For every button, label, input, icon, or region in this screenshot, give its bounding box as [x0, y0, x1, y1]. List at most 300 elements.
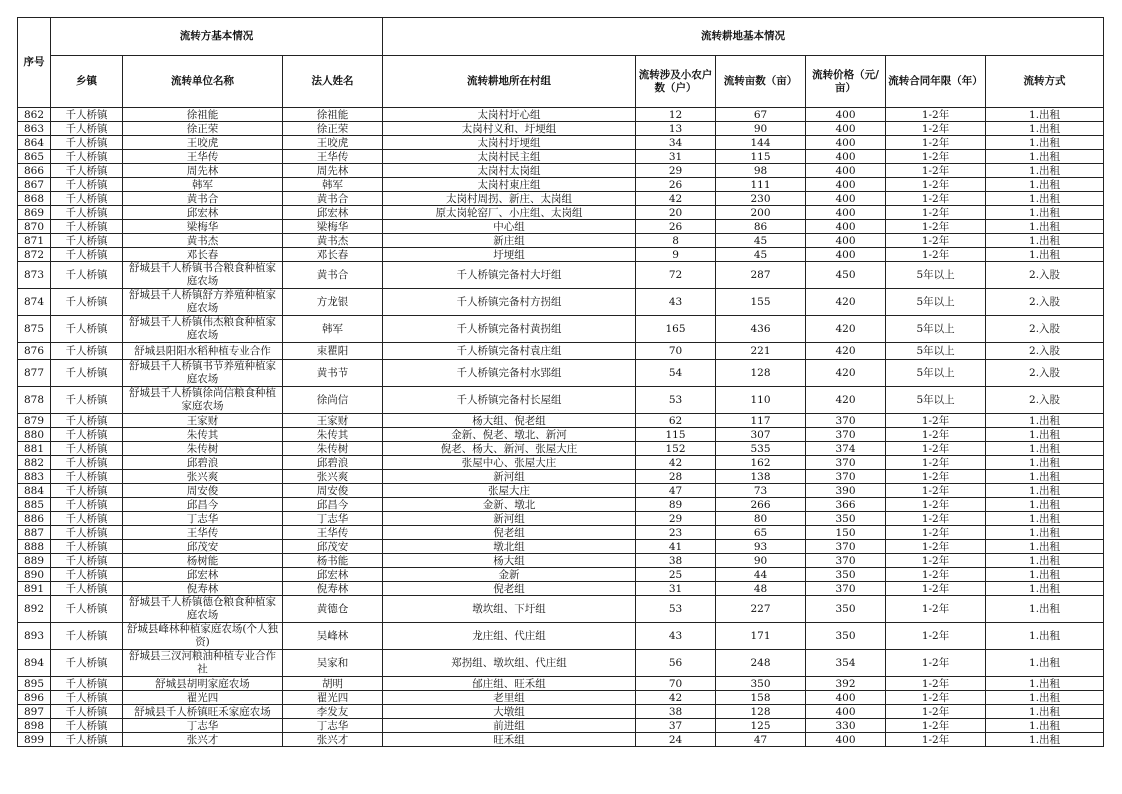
row-seq: 875: [18, 316, 51, 343]
row-contract-term: 1-2年: [886, 691, 986, 705]
row-area: 44: [716, 568, 806, 582]
row-township: 千人桥镇: [51, 316, 123, 343]
row-contract-term: 5年以上: [886, 289, 986, 316]
row-transfer-method: 1.出租: [986, 442, 1104, 456]
row-contract-term: 1-2年: [886, 568, 986, 582]
row-area: 98: [716, 164, 806, 178]
row-area: 93: [716, 540, 806, 554]
row-households: 42: [636, 456, 716, 470]
row-seq: 887: [18, 526, 51, 540]
row-village-group: 前进组: [383, 719, 636, 733]
row-transfer-method: 1.出租: [986, 582, 1104, 596]
row-legal-person: 王家财: [283, 414, 383, 428]
row-households: 54: [636, 360, 716, 387]
row-legal-person: 王华传: [283, 526, 383, 540]
row-contract-term: 1-2年: [886, 582, 986, 596]
row-seq: 895: [18, 677, 51, 691]
table-row: [18, 691, 1104, 705]
row-legal-person: 邓长春: [283, 248, 383, 262]
table-row: [18, 540, 1104, 554]
row-seq: 869: [18, 206, 51, 220]
row-area: 144: [716, 136, 806, 150]
row-area: 200: [716, 206, 806, 220]
row-village-group: 太岗村周拐、新庄、太岗组: [383, 192, 636, 206]
row-contract-term: 1-2年: [886, 526, 986, 540]
row-legal-person: 黄书节: [283, 360, 383, 387]
row-seq: 876: [18, 343, 51, 360]
row-village-group: 龙庄组、代庄组: [383, 623, 636, 650]
row-legal-person: 朱传树: [283, 442, 383, 456]
row-households: 24: [636, 733, 716, 747]
row-transfer-method: 1.出租: [986, 568, 1104, 582]
row-contract-term: 1-2年: [886, 456, 986, 470]
table-row: [18, 289, 1104, 316]
row-households: 31: [636, 150, 716, 164]
row-legal-person: 黄书杰: [283, 234, 383, 248]
row-transfer-method: 1.出租: [986, 691, 1104, 705]
row-unit-name: 邱碧浪: [123, 456, 283, 470]
row-contract-term: 1-2年: [886, 484, 986, 498]
table-row: [18, 150, 1104, 164]
table-row: [18, 262, 1104, 289]
table-row: [18, 178, 1104, 192]
row-township: 千人桥镇: [51, 220, 123, 234]
row-price: 370: [806, 428, 886, 442]
row-price: 400: [806, 248, 886, 262]
row-legal-person: 杨书能: [283, 554, 383, 568]
row-transfer-method: 1.出租: [986, 540, 1104, 554]
row-households: 12: [636, 108, 716, 122]
row-seq: 871: [18, 234, 51, 248]
row-village-group: 张屋中心、张屋大庄: [383, 456, 636, 470]
row-unit-name: 舒城县阳阳水稻种植专业合作: [123, 343, 283, 360]
row-legal-person: 方龙银: [283, 289, 383, 316]
row-households: 38: [636, 554, 716, 568]
row-price: 370: [806, 582, 886, 596]
row-village-group: 旺禾组: [383, 733, 636, 747]
row-area: 171: [716, 623, 806, 650]
row-seq: 864: [18, 136, 51, 150]
table-row: [18, 164, 1104, 178]
row-seq: 866: [18, 164, 51, 178]
row-village-group: 中心组: [383, 220, 636, 234]
row-area: 128: [716, 360, 806, 387]
row-township: 千人桥镇: [51, 150, 123, 164]
row-township: 千人桥镇: [51, 428, 123, 442]
row-legal-person: 邱碧浪: [283, 456, 383, 470]
row-transfer-method: 1.出租: [986, 248, 1104, 262]
row-legal-person: 李发友: [283, 705, 383, 719]
row-village-group: 大墩组: [383, 705, 636, 719]
row-price: 400: [806, 206, 886, 220]
row-township: 千人桥镇: [51, 262, 123, 289]
row-seq: 882: [18, 456, 51, 470]
row-seq: 867: [18, 178, 51, 192]
table-row: [18, 220, 1104, 234]
table-row: [18, 136, 1104, 150]
row-unit-name: 邱宏林: [123, 206, 283, 220]
row-area: 86: [716, 220, 806, 234]
row-price: 374: [806, 442, 886, 456]
row-area: 111: [716, 178, 806, 192]
row-contract-term: 1-2年: [886, 677, 986, 691]
row-contract-term: 5年以上: [886, 262, 986, 289]
row-transfer-method: 1.出租: [986, 136, 1104, 150]
row-township: 千人桥镇: [51, 554, 123, 568]
header-contract-term: 流转合同年限（年）: [886, 56, 986, 108]
row-transfer-method: 1.出租: [986, 456, 1104, 470]
row-township: 千人桥镇: [51, 705, 123, 719]
row-village-group: 倪老组: [383, 526, 636, 540]
row-area: 45: [716, 248, 806, 262]
row-seq: 883: [18, 470, 51, 484]
row-township: 千人桥镇: [51, 470, 123, 484]
row-contract-term: 1-2年: [886, 498, 986, 512]
row-village-group: 圩埂组: [383, 248, 636, 262]
row-unit-name: 舒城县峰林种植家庭农场(个人独资): [123, 623, 283, 650]
row-area: 110: [716, 387, 806, 414]
row-village-group: 新河组: [383, 512, 636, 526]
row-transfer-method: 2.入股: [986, 387, 1104, 414]
row-transfer-method: 1.出租: [986, 733, 1104, 747]
row-unit-name: 舒城县千人桥镇德仓粮食种植家庭农场: [123, 596, 283, 623]
row-village-group: 倪老组: [383, 582, 636, 596]
row-legal-person: 朱传其: [283, 428, 383, 442]
row-households: 165: [636, 316, 716, 343]
table-row: [18, 705, 1104, 719]
row-seq: 881: [18, 442, 51, 456]
row-legal-person: 吴峰林: [283, 623, 383, 650]
row-transfer-method: 1.出租: [986, 122, 1104, 136]
row-village-group: 原太岗轮窑厂、小庄组、太岗组: [383, 206, 636, 220]
row-transfer-method: 1.出租: [986, 526, 1104, 540]
row-unit-name: 邱宏林: [123, 568, 283, 582]
row-area: 48: [716, 582, 806, 596]
row-area: 350: [716, 677, 806, 691]
row-households: 72: [636, 262, 716, 289]
row-seq: 874: [18, 289, 51, 316]
row-price: 370: [806, 554, 886, 568]
row-village-group: 张屋大庄: [383, 484, 636, 498]
row-legal-person: 王咬虎: [283, 136, 383, 150]
row-village-group: 杨大组: [383, 554, 636, 568]
row-township: 千人桥镇: [51, 526, 123, 540]
row-legal-person: 邱宏林: [283, 206, 383, 220]
table-row: [18, 677, 1104, 691]
row-legal-person: 徐祖能: [283, 108, 383, 122]
header-group-farmland: 流转耕地基本情况: [383, 18, 1104, 56]
row-unit-name: 朱传树: [123, 442, 283, 456]
row-unit-name: 舒城县千人桥镇书节养殖种植家庭农场: [123, 360, 283, 387]
row-seq: 897: [18, 705, 51, 719]
row-legal-person: 倪寿林: [283, 582, 383, 596]
row-unit-name: 舒城县千人桥镇徐尚信粮食种植家庭农场: [123, 387, 283, 414]
row-price: 370: [806, 456, 886, 470]
row-transfer-method: 1.出租: [986, 164, 1104, 178]
row-households: 26: [636, 178, 716, 192]
row-legal-person: 邱宏林: [283, 568, 383, 582]
row-transfer-method: 2.入股: [986, 316, 1104, 343]
row-unit-name: 舒城县千人桥镇舒方养殖种植家庭农场: [123, 289, 283, 316]
row-unit-name: 舒城县千人桥镇书合粮食种植家庭农场: [123, 262, 283, 289]
row-transfer-method: 2.入股: [986, 343, 1104, 360]
row-unit-name: 梁梅华: [123, 220, 283, 234]
row-households: 70: [636, 677, 716, 691]
row-township: 千人桥镇: [51, 289, 123, 316]
row-township: 千人桥镇: [51, 192, 123, 206]
row-seq: 865: [18, 150, 51, 164]
row-price: 366: [806, 498, 886, 512]
row-township: 千人桥镇: [51, 387, 123, 414]
row-transfer-method: 1.出租: [986, 192, 1104, 206]
row-contract-term: 1-2年: [886, 623, 986, 650]
row-unit-name: 丁志华: [123, 512, 283, 526]
row-legal-person: 丁志华: [283, 719, 383, 733]
row-village-group: 倪老、杨大、新河、张屋大庄: [383, 442, 636, 456]
row-village-group: 千人桥镇完备村黄拐组: [383, 316, 636, 343]
row-contract-term: 1-2年: [886, 414, 986, 428]
row-transfer-method: 1.出租: [986, 108, 1104, 122]
row-village-group: 千人桥镇完备村方拐组: [383, 289, 636, 316]
row-seq: 891: [18, 582, 51, 596]
row-area: 287: [716, 262, 806, 289]
row-area: 138: [716, 470, 806, 484]
row-township: 千人桥镇: [51, 108, 123, 122]
row-unit-name: 王华传: [123, 526, 283, 540]
row-unit-name: 王华传: [123, 150, 283, 164]
row-area: 90: [716, 554, 806, 568]
row-area: 90: [716, 122, 806, 136]
header-area: 流转亩数（亩）: [716, 56, 806, 108]
row-transfer-method: 1.出租: [986, 596, 1104, 623]
row-price: 400: [806, 150, 886, 164]
row-price: 370: [806, 540, 886, 554]
row-price: 400: [806, 108, 886, 122]
row-area: 128: [716, 705, 806, 719]
row-township: 千人桥镇: [51, 677, 123, 691]
row-contract-term: 1-2年: [886, 512, 986, 526]
row-village-group: 郑拐组、墩坎组、代庄组: [383, 650, 636, 677]
row-township: 千人桥镇: [51, 414, 123, 428]
row-seq: 888: [18, 540, 51, 554]
row-area: 47: [716, 733, 806, 747]
row-price: 390: [806, 484, 886, 498]
row-contract-term: 1-2年: [886, 596, 986, 623]
row-transfer-method: 1.出租: [986, 178, 1104, 192]
row-households: 9: [636, 248, 716, 262]
row-unit-name: 舒城县胡明家庭农场: [123, 677, 283, 691]
table-row: [18, 456, 1104, 470]
row-area: 155: [716, 289, 806, 316]
row-area: 436: [716, 316, 806, 343]
row-households: 56: [636, 650, 716, 677]
row-households: 53: [636, 387, 716, 414]
row-transfer-method: 1.出租: [986, 719, 1104, 733]
row-price: 350: [806, 512, 886, 526]
row-area: 117: [716, 414, 806, 428]
row-village-group: 太岗村民主组: [383, 150, 636, 164]
row-area: 67: [716, 108, 806, 122]
table-row: [18, 414, 1104, 428]
row-township: 千人桥镇: [51, 582, 123, 596]
row-seq: 886: [18, 512, 51, 526]
row-households: 37: [636, 719, 716, 733]
row-unit-name: 王咬虎: [123, 136, 283, 150]
row-legal-person: 胡明: [283, 677, 383, 691]
row-legal-person: 邱茂安: [283, 540, 383, 554]
row-seq: 898: [18, 719, 51, 733]
row-unit-name: 邱茂安: [123, 540, 283, 554]
row-area: 230: [716, 192, 806, 206]
row-township: 千人桥镇: [51, 248, 123, 262]
row-legal-person: 梁梅华: [283, 220, 383, 234]
row-unit-name: 邱昌今: [123, 498, 283, 512]
row-contract-term: 1-2年: [886, 234, 986, 248]
row-area: 248: [716, 650, 806, 677]
table-row: [18, 387, 1104, 414]
row-seq: 896: [18, 691, 51, 705]
row-price: 420: [806, 343, 886, 360]
row-unit-name: 张兴爽: [123, 470, 283, 484]
row-unit-name: 舒城县千人桥镇旺禾家庭农场: [123, 705, 283, 719]
row-seq: 889: [18, 554, 51, 568]
row-unit-name: 张兴才: [123, 733, 283, 747]
table-row: [18, 733, 1104, 747]
row-households: 42: [636, 691, 716, 705]
row-legal-person: 徐正荣: [283, 122, 383, 136]
header-transfer-method: 流转方式: [986, 56, 1104, 108]
table-row: [18, 470, 1104, 484]
row-contract-term: 5年以上: [886, 360, 986, 387]
row-village-group: 千人桥镇完备村长屋组: [383, 387, 636, 414]
row-village-group: 太岗村圩心组: [383, 108, 636, 122]
table-row: [18, 554, 1104, 568]
row-area: 80: [716, 512, 806, 526]
row-seq: 893: [18, 623, 51, 650]
row-price: 392: [806, 677, 886, 691]
row-unit-name: 黄书合: [123, 192, 283, 206]
row-households: 29: [636, 512, 716, 526]
row-seq: 894: [18, 650, 51, 677]
row-unit-name: 王家财: [123, 414, 283, 428]
row-village-group: 墩北组: [383, 540, 636, 554]
row-contract-term: 1-2年: [886, 136, 986, 150]
row-contract-term: 1-2年: [886, 122, 986, 136]
row-area: 307: [716, 428, 806, 442]
row-village-group: 千人桥镇完备村大圩组: [383, 262, 636, 289]
row-seq: 890: [18, 568, 51, 582]
row-contract-term: 1-2年: [886, 220, 986, 234]
row-unit-name: 黄书杰: [123, 234, 283, 248]
row-households: 26: [636, 220, 716, 234]
row-township: 千人桥镇: [51, 206, 123, 220]
row-area: 158: [716, 691, 806, 705]
row-price: 420: [806, 316, 886, 343]
table-row: [18, 122, 1104, 136]
row-price: 400: [806, 691, 886, 705]
row-seq: 899: [18, 733, 51, 747]
row-legal-person: 丁志华: [283, 512, 383, 526]
row-village-group: 邰庄组、旺禾组: [383, 677, 636, 691]
row-legal-person: 徐尚信: [283, 387, 383, 414]
row-price: 400: [806, 220, 886, 234]
row-unit-name: 舒城县千人桥镇伟杰粮食种植家庭农场: [123, 316, 283, 343]
row-township: 千人桥镇: [51, 498, 123, 512]
row-contract-term: 1-2年: [886, 206, 986, 220]
table-row: [18, 582, 1104, 596]
row-village-group: 太岗村义和、圩埂组: [383, 122, 636, 136]
row-legal-person: 邱昌今: [283, 498, 383, 512]
row-households: 20: [636, 206, 716, 220]
row-seq: 868: [18, 192, 51, 206]
row-legal-person: 韩军: [283, 316, 383, 343]
row-seq: 863: [18, 122, 51, 136]
row-township: 千人桥镇: [51, 343, 123, 360]
row-area: 65: [716, 526, 806, 540]
row-village-group: 新庄组: [383, 234, 636, 248]
row-contract-term: 1-2年: [886, 108, 986, 122]
row-area: 227: [716, 596, 806, 623]
table-row: [18, 206, 1104, 220]
row-legal-person: 黄书合: [283, 262, 383, 289]
row-unit-name: 韩军: [123, 178, 283, 192]
row-transfer-method: 1.出租: [986, 705, 1104, 719]
row-transfer-method: 1.出租: [986, 234, 1104, 248]
row-households: 152: [636, 442, 716, 456]
row-households: 43: [636, 623, 716, 650]
row-price: 400: [806, 178, 886, 192]
row-township: 千人桥镇: [51, 650, 123, 677]
row-contract-term: 1-2年: [886, 705, 986, 719]
row-township: 千人桥镇: [51, 512, 123, 526]
row-unit-name: 杨树能: [123, 554, 283, 568]
row-transfer-method: 2.入股: [986, 262, 1104, 289]
table-row: [18, 526, 1104, 540]
row-transfer-method: 2.入股: [986, 360, 1104, 387]
row-households: 62: [636, 414, 716, 428]
row-transfer-method: 1.出租: [986, 220, 1104, 234]
row-households: 53: [636, 596, 716, 623]
row-township: 千人桥镇: [51, 623, 123, 650]
table-row: [18, 343, 1104, 360]
row-legal-person: 周先林: [283, 164, 383, 178]
row-contract-term: 1-2年: [886, 248, 986, 262]
table-row: [18, 316, 1104, 343]
row-price: 150: [806, 526, 886, 540]
row-village-group: 太岗村東庄组: [383, 178, 636, 192]
row-seq: 885: [18, 498, 51, 512]
row-transfer-method: 1.出租: [986, 484, 1104, 498]
row-price: 350: [806, 596, 886, 623]
row-households: 89: [636, 498, 716, 512]
row-township: 千人桥镇: [51, 164, 123, 178]
row-contract-term: 5年以上: [886, 343, 986, 360]
header-legal-person: 法人姓名: [283, 56, 383, 108]
row-price: 400: [806, 136, 886, 150]
row-households: 41: [636, 540, 716, 554]
row-transfer-method: 1.出租: [986, 623, 1104, 650]
row-seq: 862: [18, 108, 51, 122]
table-row: [18, 192, 1104, 206]
row-transfer-method: 1.出租: [986, 150, 1104, 164]
row-households: 42: [636, 192, 716, 206]
row-contract-term: 1-2年: [886, 719, 986, 733]
row-price: 400: [806, 164, 886, 178]
row-legal-person: 王华传: [283, 150, 383, 164]
row-township: 千人桥镇: [51, 733, 123, 747]
row-contract-term: 1-2年: [886, 733, 986, 747]
row-area: 45: [716, 234, 806, 248]
